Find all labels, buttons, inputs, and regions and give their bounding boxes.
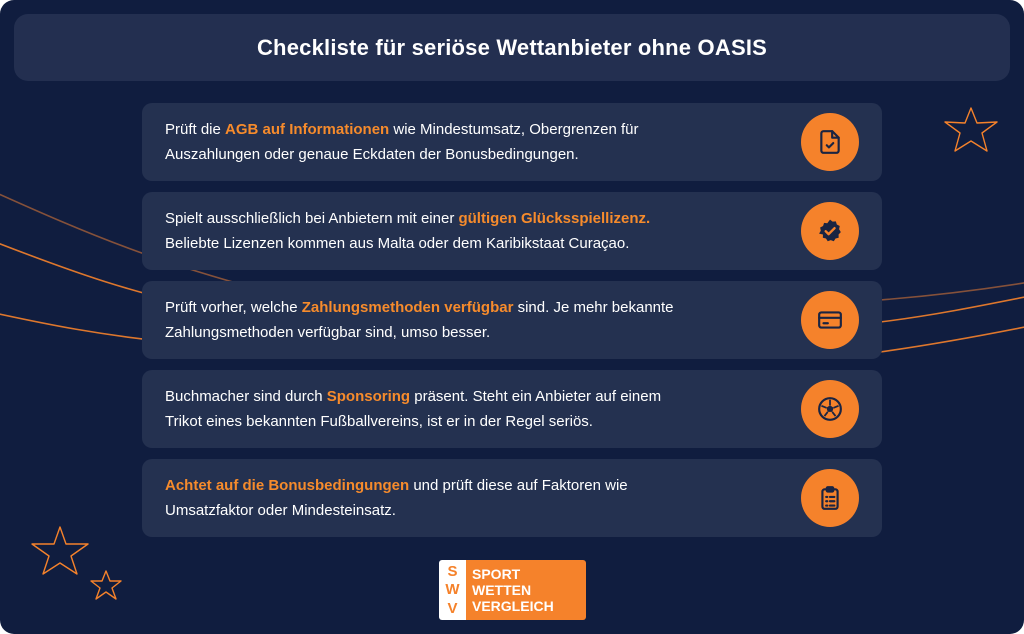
logo-word: VERGLEICH [472, 598, 554, 614]
star-icon [32, 527, 88, 574]
checklist-item-agb [142, 103, 882, 181]
text-segment: sind. Je mehr bekannte [513, 299, 674, 316]
logo-letter: V [447, 600, 458, 618]
text-segment: Prüft die [165, 121, 226, 138]
checklist-item-payment [142, 281, 882, 359]
checklist-item-text [165, 459, 785, 537]
logo-words [466, 560, 586, 620]
text-segment: Trikot eines bekannten Fußballvereins, ist er in der Regel seriös. [165, 413, 593, 430]
clipboard-list-icon [801, 469, 859, 527]
text-segment: Zahlungsmethoden verfügbar sind, umso besser. [165, 324, 491, 341]
star-icon [945, 108, 997, 151]
title-bar [14, 14, 1010, 81]
checklist-item-text [165, 281, 785, 359]
text-segment: und prüft diese auf Faktoren wie [409, 477, 628, 494]
star-icon [91, 571, 121, 599]
logo-word: WETTEN [472, 582, 532, 598]
checklist-item-text [165, 192, 785, 270]
sportwettenvergleich-logo [439, 560, 586, 620]
credit-card-icon [801, 291, 859, 349]
logo-word: SPORT [472, 566, 521, 582]
highlight-text: gültigen Glücksspiellizenz. [458, 210, 651, 227]
highlight-text: Zahlungsmethoden verfügbar [301, 299, 514, 316]
text-segment: Auszahlungen oder genaue Eckdaten der Bonusbedingungen. [165, 146, 579, 163]
text-segment: präsent. Steht ein Anbieter auf einem [410, 388, 662, 405]
checklist-item-sponsoring [142, 370, 882, 448]
text-segment: Umsatzfaktor oder Mindesteinsatz. [165, 502, 396, 519]
text-segment: Buchmacher sind durch [165, 388, 327, 405]
text-segment: wie Mindestumsatz, Obergrenzen für [389, 121, 639, 138]
logo-letter: S [447, 562, 458, 580]
verified-badge-icon [801, 202, 859, 260]
text-segment: Spielt ausschließlich bei Anbietern mit einer [165, 210, 459, 227]
soccer-ball-icon [801, 380, 859, 438]
document-check-icon [801, 113, 859, 171]
checklist-item-bonus [142, 459, 882, 537]
checklist-item-text [165, 103, 785, 181]
page-title: Checkliste für seriöse Wettanbieter ohne OASIS [256, 34, 768, 60]
checklist-item-license [142, 192, 882, 270]
checklist-item-text [165, 370, 785, 448]
highlight-text: Achtet auf die Bonusbedingungen [165, 477, 410, 494]
logo-letters [439, 560, 466, 620]
text-segment: Beliebte Lizenzen kommen aus Malta oder dem Karibikstaat Curaçao. [165, 235, 630, 252]
highlight-text: AGB auf Informationen [225, 121, 390, 138]
highlight-text: Sponsoring [326, 388, 411, 405]
logo-letter: W [445, 581, 460, 599]
text-segment: Prüft vorher, welche [165, 299, 302, 316]
